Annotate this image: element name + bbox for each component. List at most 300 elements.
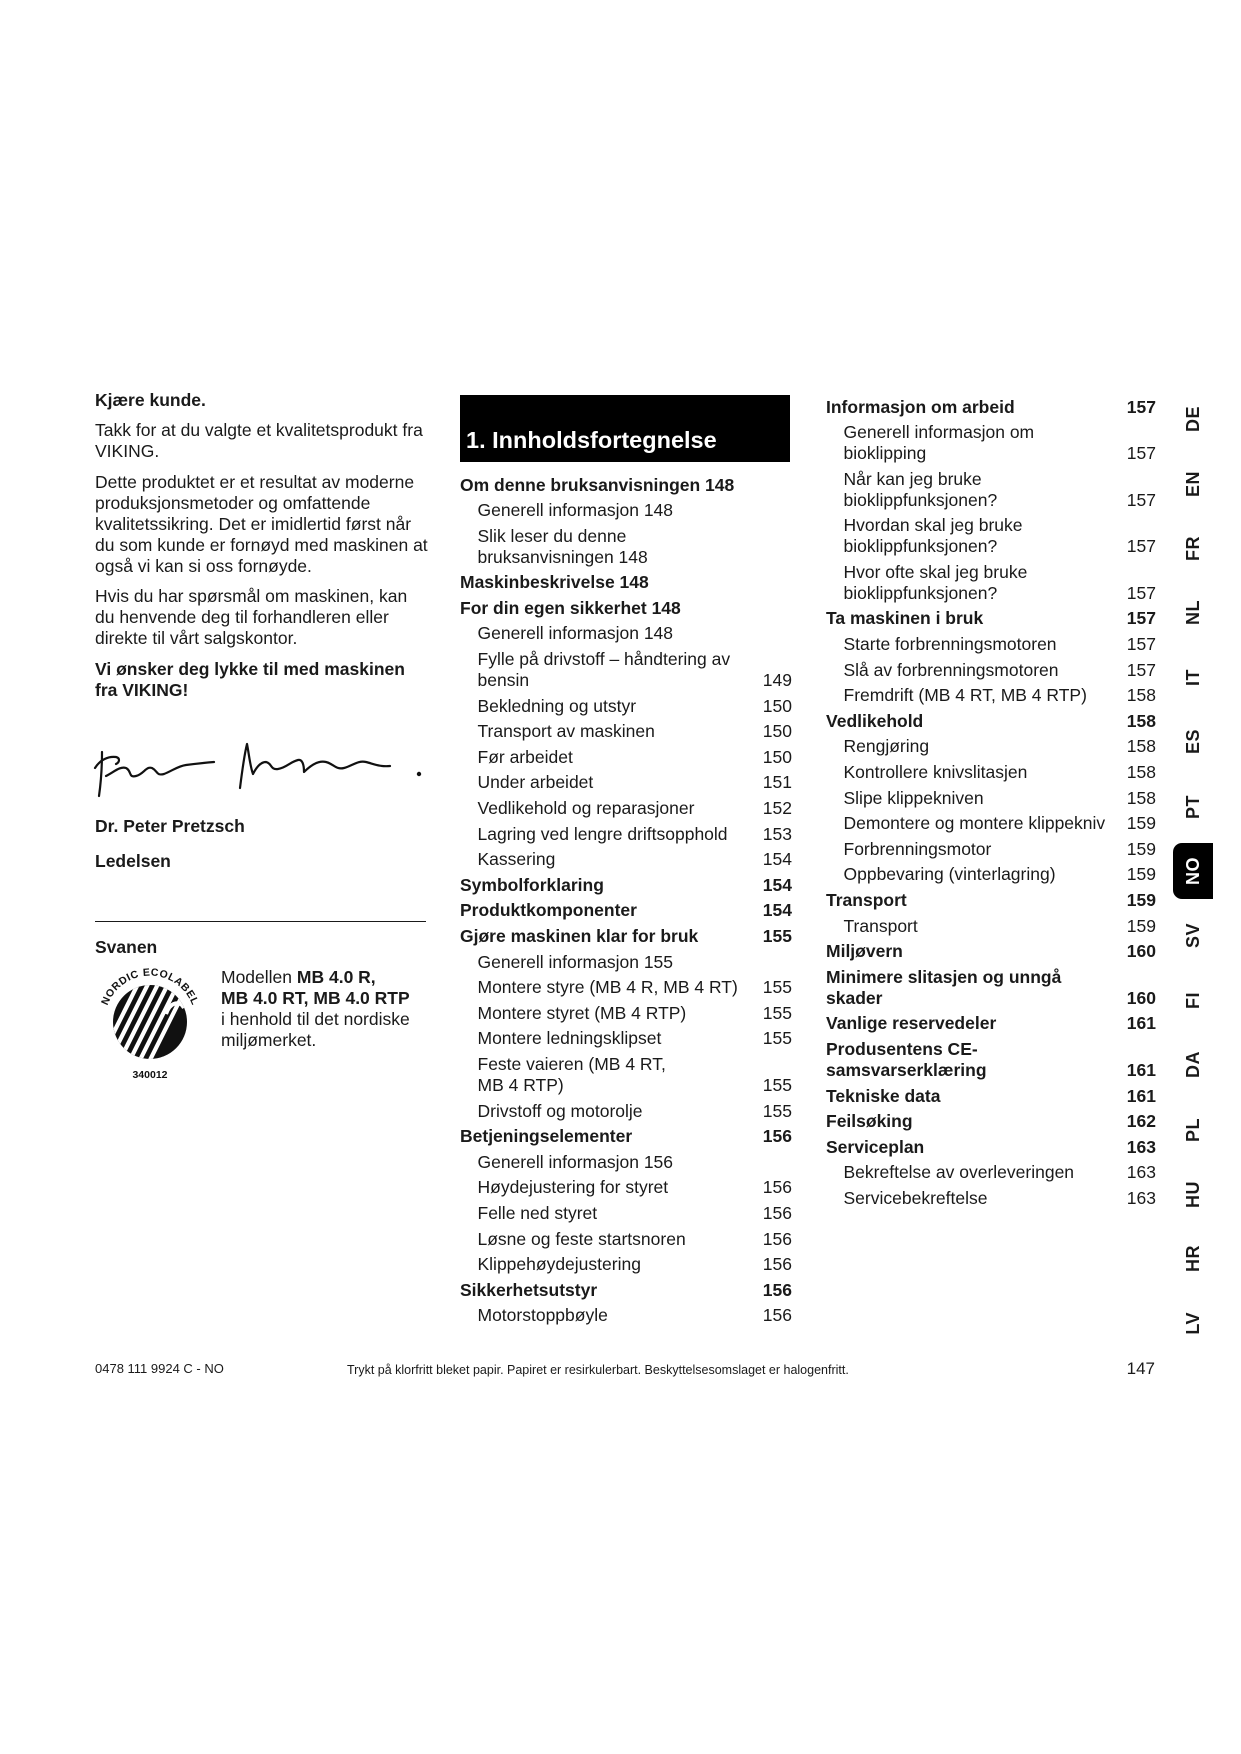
- toc-entry-title: [826, 1111, 1116, 1132]
- toc-entry-title: [460, 849, 752, 870]
- language-tab-sv: [1173, 903, 1213, 968]
- toc-page-number: 156: [762, 1228, 792, 1249]
- toc-entry-title: [460, 977, 752, 998]
- toc-page-number: 153: [762, 823, 792, 844]
- language-tab-marker: [1173, 391, 1213, 447]
- toc-page-number: 155: [762, 1002, 792, 1023]
- paragraph-line: Takk for at du valgte et kvalitetsprodukt fra: [95, 420, 423, 440]
- language-tab-hr: [1173, 1226, 1213, 1291]
- toc-page-number: 156: [762, 1254, 792, 1275]
- toc-page-number: 156: [762, 1177, 792, 1198]
- toc-entry-title: [826, 422, 1116, 464]
- active-language-marker: [1173, 843, 1213, 899]
- toc-entry-title: [460, 1126, 752, 1147]
- toc-entry-title-line: Feste vaieren (MB 4 RT,: [477, 1053, 666, 1074]
- toc-entry-title: [826, 941, 1116, 962]
- language-tab-lv: [1173, 1291, 1213, 1356]
- toc-entry-title: [460, 1177, 752, 1198]
- toc-section-entry: [826, 967, 1156, 1009]
- toc-entry-title-line: Betjeningselementer: [460, 1126, 633, 1147]
- language-tab-label: DE: [1183, 405, 1203, 432]
- toc-subentry: [460, 798, 792, 819]
- language-tab-marker: [1173, 972, 1213, 1028]
- toc-entry-title: [826, 1188, 1116, 1209]
- signer-name: Dr. Peter Pretzsch: [95, 815, 245, 836]
- toc-page-number: 151: [762, 772, 792, 793]
- toc-section-entry: [826, 1137, 1156, 1158]
- language-tab-marker: [1173, 649, 1213, 705]
- toc-entry-title: [460, 1203, 752, 1224]
- toc-entry-title-line: bioklippfunksjonen?: [843, 536, 998, 557]
- toc-subentry: [826, 864, 1156, 885]
- toc-entry-title-line: Feilsøking: [826, 1111, 913, 1132]
- paragraph-line: produksjonsmetoder og omfattende: [95, 492, 371, 513]
- page-number: 147: [1126, 1359, 1155, 1378]
- description-text: miljømerket.: [221, 1029, 317, 1050]
- toc-entry-title-line: Montere ledningsklipset: [477, 1028, 662, 1049]
- paragraph-line: du som kunde er fornøyd med maskinen at: [95, 534, 428, 555]
- language-tab-no: [1173, 839, 1213, 904]
- toc-entry-title-line: Gjøre maskinen klar for bruk: [460, 926, 699, 946]
- toc-section-entry: [460, 598, 792, 619]
- toc-page-number: 155: [762, 1028, 792, 1049]
- toc-page-number: 154: [762, 874, 792, 895]
- toc-page-number: 160: [1126, 941, 1156, 962]
- toc-entry-title-line: Starte forbrenningsmotoren: [843, 634, 1057, 655]
- language-tab-marker: [1173, 714, 1213, 770]
- toc-entry-title: [826, 839, 1116, 860]
- toc-entry-title-line: Før arbeidet: [477, 746, 573, 767]
- paragraph-line: kvalitetssikring. Det er imidlertid først når: [95, 513, 412, 534]
- toc-section-entry: [460, 1126, 792, 1147]
- toc-entry-title-line: Rengjøring: [843, 736, 930, 757]
- toc-entry-title-line: Lagring ved lengre driftsopphold: [477, 823, 728, 844]
- toc-entry-title-line: Montere styre (MB 4 R, MB 4 RT): [477, 977, 738, 998]
- letter-body: [95, 420, 430, 649]
- toc-entry-title-line: Vedlikehold: [826, 710, 924, 731]
- toc-entry-title-line: Fremdrift (MB 4 RT, MB 4 RTP): [843, 685, 1087, 706]
- toc-entry-title-line: Minimere slitasjen og unngå: [826, 966, 1062, 987]
- toc-page-number: 156: [762, 1305, 792, 1326]
- toc-entry-title-line: Slå av forbrenningsmotoren: [843, 659, 1059, 680]
- toc-page-number: 150: [762, 746, 792, 767]
- toc-page-number: 158: [1126, 762, 1156, 783]
- language-tab-label: ES: [1183, 729, 1203, 755]
- toc-entry-title: [460, 696, 752, 717]
- language-tab-marker: [1173, 520, 1213, 576]
- language-tab-marker: [1173, 585, 1213, 641]
- toc-page-number: 157: [1126, 608, 1156, 629]
- toc-subentry: [826, 562, 1156, 604]
- toc-entry-title-line: Kontrollere knivslitasjen: [843, 762, 1028, 783]
- toc-subentry: [460, 1028, 792, 1049]
- toc-page-number: 157: [1126, 634, 1156, 655]
- paragraph-line: også vi kan si oss fornøyde.: [95, 555, 312, 576]
- toc-page-number: 159: [1126, 813, 1156, 834]
- toc-entry-title-line: bioklippfunksjonen?: [843, 582, 998, 603]
- toc-subentry: [826, 685, 1156, 706]
- toc-entry-title-line: bruksanvisningen 148: [477, 546, 648, 567]
- toc-entry-title: [460, 1305, 752, 1326]
- paragraph-line: Dette produktet er et resultat av moderne: [95, 471, 415, 492]
- toc-entry-title-line: Ta maskinen i bruk: [826, 608, 984, 629]
- toc-entry-title-line: Bekledning og utstyr: [477, 695, 637, 716]
- toc-entry-title: [460, 1003, 752, 1024]
- toc-entry-title: [826, 788, 1116, 809]
- toc-entry-title-line: Slik leser du denne: [477, 525, 627, 546]
- language-tab-nl: [1173, 580, 1213, 645]
- toc-page-number: 159: [1126, 864, 1156, 885]
- toc-entry-title-line: Produsentens CE-: [826, 1038, 978, 1059]
- paragraph-line: direkte til vårt salgskontor.: [95, 628, 298, 648]
- toc-page-number: 150: [762, 695, 792, 716]
- language-tab-label: HR: [1183, 1245, 1203, 1273]
- toc-entry-title: [460, 875, 752, 896]
- language-tab-pt: [1173, 774, 1213, 839]
- toc-entry-title-line: Informasjon om arbeid: [826, 396, 1015, 417]
- ecolabel-description-line: [221, 967, 410, 988]
- toc-page-number: 157: [1126, 582, 1156, 603]
- toc-page-number: 157: [1126, 659, 1156, 680]
- toc-section-entry: [460, 572, 792, 593]
- letter-paragraph: [95, 472, 430, 577]
- toc-entry-title: [460, 1054, 752, 1096]
- paragraph-line: VIKING.: [95, 441, 160, 461]
- toc-entry-title: [460, 798, 752, 819]
- toc-entry-title-line: Montere styret (MB 4 RTP): [477, 1002, 687, 1023]
- toc-entry-title: [826, 813, 1116, 834]
- toc-entry-title: [460, 649, 752, 691]
- toc-entry-title: [460, 1229, 752, 1250]
- toc-entry-title-line: Miljøvern: [826, 941, 903, 962]
- print-note: Trykt på klorfritt bleket papir. Papiret er resirkulerbart. Beskyttelsesomslaget er halogenfritt.: [347, 1362, 849, 1377]
- toc-page-number: 163: [1126, 1162, 1156, 1183]
- toc-section-entry: [460, 475, 792, 496]
- toc-subentry: [826, 839, 1156, 860]
- toc-page-number: 158: [1126, 736, 1156, 757]
- toc-section-entry: [460, 1280, 792, 1301]
- toc-column-right: [826, 397, 1156, 1214]
- toc-column-middle: [460, 475, 792, 1331]
- language-tab-marker: [1173, 456, 1213, 512]
- toc-entry-title-line: Tekniske data: [826, 1085, 941, 1106]
- closing-line: Vi ønsker deg lykke til med maskinen: [95, 658, 405, 679]
- toc-entry-title: [460, 1152, 752, 1173]
- toc-section-entry: [826, 890, 1156, 911]
- signer-title: Ledelsen: [95, 850, 171, 871]
- letter-closing: [95, 659, 430, 701]
- language-tab-marker: [1173, 1166, 1213, 1222]
- language-tab-label: FI: [1183, 991, 1203, 1009]
- toc-entry-title-line: Produktkomponenter: [460, 900, 637, 921]
- language-tab-fr: [1173, 516, 1213, 581]
- toc-entry-title: [826, 685, 1116, 706]
- toc-page-number: 156: [762, 1202, 792, 1223]
- ecolabel-number: 340012: [132, 1069, 168, 1081]
- language-tab-label: LV: [1183, 1311, 1203, 1335]
- toc-subentry: [826, 813, 1156, 834]
- toc-subentry: [460, 1003, 792, 1024]
- toc-title-box: [460, 395, 790, 462]
- toc-page-number: 157: [1126, 489, 1156, 510]
- section-divider: [95, 921, 426, 922]
- toc-page-number: 149: [762, 670, 792, 691]
- toc-subentry: [460, 1177, 792, 1198]
- toc-entry-title-line: Slipe klippekniven: [843, 787, 984, 808]
- signature-image: [90, 738, 430, 802]
- ecolabel-heading: Svanen: [95, 936, 158, 957]
- toc-subentry: [826, 916, 1156, 937]
- toc-entry-title: [460, 1254, 752, 1275]
- toc-entry-title-line: Høydejustering for styret: [477, 1177, 669, 1198]
- toc-subentry: [826, 660, 1156, 681]
- toc-entry-title-line: Hvor ofte skal jeg bruke: [843, 561, 1028, 582]
- toc-entry-title-line: bioklipping: [843, 443, 927, 464]
- language-tab-marker: [1173, 1231, 1213, 1287]
- toc-entry-title-line: bioklippfunksjonen?: [843, 489, 998, 510]
- language-tab-label: NO: [1183, 857, 1203, 886]
- toc-subentry: [460, 772, 792, 793]
- toc-entry-title: [826, 1013, 1116, 1034]
- toc-subentry: [460, 721, 792, 742]
- toc-subentry: [460, 849, 792, 870]
- toc-entry-title-line: Vedlikehold og reparasjoner: [477, 798, 695, 819]
- toc-section-entry: [826, 397, 1156, 418]
- language-tab-label: FR: [1183, 535, 1203, 561]
- toc-page-number: 156: [762, 1126, 792, 1147]
- toc-subentry: [460, 1101, 792, 1122]
- toc-subentry: [460, 1054, 792, 1096]
- toc-page-number: 160: [1126, 987, 1156, 1008]
- toc-subentry: [826, 736, 1156, 757]
- language-tab-marker: [1173, 908, 1213, 964]
- language-tab-es: [1173, 710, 1213, 775]
- toc-subentry: [826, 1162, 1156, 1183]
- toc-entry-title-line: Servicebekreftelse: [843, 1187, 988, 1208]
- language-tab-marker: [1173, 1295, 1213, 1351]
- toc-section-entry: [826, 1013, 1156, 1034]
- language-tab-marker: [1173, 779, 1213, 835]
- toc-entry-title: [826, 562, 1116, 604]
- toc-entry-title: [826, 608, 1116, 629]
- toc-title: 1. Innholdsfortegnelse: [466, 427, 717, 453]
- toc-page-number: 152: [762, 798, 792, 819]
- language-tab-label: EN: [1183, 470, 1203, 497]
- toc-entry-title-line: MB 4 RTP): [477, 1074, 564, 1095]
- language-tab-marker: [1173, 1102, 1213, 1158]
- toc-entry-title: [460, 1028, 752, 1049]
- toc-entry-title-line: Serviceplan: [826, 1136, 925, 1157]
- toc-page-number: 163: [1126, 1136, 1156, 1157]
- toc-entry-title: [826, 397, 1116, 418]
- toc-page-number: 156: [762, 1279, 792, 1300]
- toc-subentry: [460, 696, 792, 717]
- toc-entry-title: [826, 762, 1116, 783]
- toc-entry-title-line: Oppbevaring (vinterlagring): [843, 864, 1056, 885]
- language-tab-marker: [1173, 1037, 1213, 1093]
- toc-entry-title-line: Når kan jeg bruke: [843, 468, 982, 489]
- toc-entry-title: [826, 864, 1116, 885]
- toc-page-number: 155: [762, 977, 792, 998]
- toc-subentry: [460, 649, 792, 691]
- paragraph-line: Hvis du har spørsmål om maskinen, kan: [95, 586, 408, 606]
- toc-page-number: 163: [1126, 1187, 1156, 1208]
- toc-page-number: 158: [1126, 787, 1156, 808]
- toc-section-entry: [460, 875, 792, 896]
- toc-entry-title-line: Hvordan skal jeg bruke: [843, 515, 1023, 536]
- toc-entry-title: [826, 916, 1116, 937]
- toc-entry-title-line: Generell informasjon 156: [477, 1151, 674, 1172]
- toc-page-number: 162: [1126, 1111, 1156, 1132]
- ecolabel-description-line: [221, 1009, 410, 1030]
- toc-entry-title-line: skader: [826, 987, 883, 1008]
- toc-entry-title: [826, 1039, 1116, 1081]
- toc-entry-title: [460, 500, 752, 521]
- toc-entry-title-line: Klippehøydejustering: [477, 1254, 641, 1275]
- ecolabel-ring-text: NORDIC ECOLABEL: [99, 966, 201, 1008]
- toc-entry-title-line: Transport: [826, 890, 907, 910]
- toc-entry-title: [460, 475, 752, 496]
- toc-entry-title-line: Sikkerhetsutstyr: [460, 1279, 598, 1300]
- toc-entry-title: [826, 634, 1116, 655]
- toc-page-number: 157: [1126, 536, 1156, 557]
- toc-entry-title-line: Generell informasjon om: [843, 422, 1035, 443]
- toc-subentry: [460, 526, 792, 568]
- toc-entry-title: [826, 1086, 1116, 1107]
- toc-entry-title: [826, 1137, 1116, 1158]
- toc-subentry: [460, 500, 792, 521]
- toc-subentry: [460, 1229, 792, 1250]
- toc-page-number: 159: [1126, 915, 1156, 936]
- toc-page-number: 157: [1126, 396, 1156, 417]
- toc-page-number: 155: [762, 1074, 792, 1095]
- toc-subentry: [826, 469, 1156, 511]
- toc-entry-title: [460, 952, 752, 973]
- toc-section-entry: [460, 926, 792, 947]
- language-tab-label: DA: [1183, 1051, 1203, 1079]
- toc-entry-title-line: Generell informasjon 148: [477, 623, 674, 644]
- toc-entry-title: [460, 572, 752, 593]
- toc-page-number: 159: [1126, 890, 1156, 910]
- toc-subentry: [460, 623, 792, 644]
- toc-subentry: [460, 1254, 792, 1275]
- language-tab-de: [1173, 387, 1213, 452]
- toc-section-entry: [826, 1086, 1156, 1107]
- toc-section-entry: [826, 1039, 1156, 1081]
- language-tab-label: NL: [1183, 600, 1203, 626]
- toc-entry-title-line: Vanlige reservedeler: [826, 1013, 997, 1034]
- toc-entry-title-line: Løsne og feste startsnoren: [477, 1228, 686, 1249]
- toc-entry-title-line: Generell informasjon 155: [477, 951, 674, 972]
- toc-page-number: 154: [762, 849, 792, 870]
- toc-entry-title-line: bensin: [477, 670, 530, 691]
- toc-entry-title: [826, 660, 1116, 681]
- toc-entry-title-line: samsvarserklæring: [826, 1059, 987, 1080]
- toc-page-number: 158: [1126, 710, 1156, 731]
- toc-entry-title-line: Drivstoff og motorolje: [477, 1100, 643, 1121]
- toc-entry-title: [826, 1162, 1116, 1183]
- toc-subentry: [826, 788, 1156, 809]
- toc-entry-title: [826, 515, 1116, 557]
- toc-page-number: 150: [762, 721, 792, 742]
- toc-subentry: [460, 1305, 792, 1326]
- toc-entry-title: [460, 747, 752, 768]
- language-tab-en: [1173, 451, 1213, 516]
- description-text: Modellen: [221, 966, 297, 987]
- closing-line: fra VIKING!: [95, 679, 189, 700]
- toc-entry-title-line: Demontere og montere klippekniv: [843, 813, 1106, 834]
- toc-entry-title-line: Transport: [843, 915, 918, 936]
- model-name: MB 4.0 R,: [296, 966, 376, 987]
- toc-entry-title-line: Motorstoppbøyle: [477, 1305, 608, 1326]
- toc-entry-title-line: Transport av maskinen: [477, 721, 655, 742]
- toc-entry-title: [826, 736, 1116, 757]
- ecolabel-description-line: [221, 1030, 410, 1051]
- toc-page-number: 158: [1126, 685, 1156, 706]
- toc-entry-title: [460, 598, 752, 619]
- toc-entry-title: [460, 721, 752, 742]
- toc-subentry: [460, 952, 792, 973]
- toc-entry-title-line: For din egen sikkerhet 148: [460, 597, 681, 618]
- language-tab-it: [1173, 645, 1213, 710]
- toc-subentry: [460, 1203, 792, 1224]
- toc-section-entry: [826, 941, 1156, 962]
- toc-subentry: [826, 422, 1156, 464]
- paragraph-line: du henvende deg til forhandleren eller: [95, 607, 389, 627]
- toc-entry-title: [826, 711, 1116, 732]
- toc-section-entry: [826, 711, 1156, 732]
- language-tab-label: HU: [1183, 1180, 1203, 1208]
- toc-page-number: 161: [1126, 1059, 1156, 1080]
- greeting: Kjære kunde.: [95, 389, 206, 410]
- toc-subentry: [460, 1152, 792, 1173]
- language-tab-label: SV: [1183, 923, 1203, 949]
- toc-page-number: 155: [762, 926, 792, 946]
- toc-page-number: 159: [1126, 838, 1156, 859]
- toc-entry-title-line: Bekreftelse av overleveringen: [843, 1162, 1075, 1183]
- toc-entry-title: [826, 890, 1116, 911]
- toc-entry-title-line: Om denne bruksanvisningen 148: [460, 474, 735, 495]
- toc-page-number: 157: [1126, 443, 1156, 464]
- toc-subentry: [826, 762, 1156, 783]
- toc-section-entry: [826, 1111, 1156, 1132]
- toc-entry-title: [460, 926, 752, 947]
- toc-entry-title: [826, 967, 1116, 1009]
- toc-subentry: [460, 824, 792, 845]
- toc-entry-title-line: Generell informasjon 148: [477, 500, 674, 521]
- toc-entry-title-line: Kassering: [477, 849, 556, 870]
- toc-subentry: [460, 747, 792, 768]
- toc-page-number: 154: [762, 900, 792, 921]
- toc-entry-title-line: Forbrenningsmotor: [843, 838, 992, 859]
- letter-section: [95, 390, 430, 711]
- toc-page-number: 155: [762, 1100, 792, 1121]
- toc-entry-title-line: Felle ned styret: [477, 1202, 598, 1223]
- toc-entry-title: [460, 1280, 752, 1301]
- toc-section-entry: [826, 608, 1156, 629]
- toc-entry-title: [460, 623, 752, 644]
- toc-page-number: 161: [1126, 1085, 1156, 1106]
- ecolabel-description: [221, 967, 410, 1051]
- toc-entry-title-line: Maskinbeskrivelse 148: [460, 572, 649, 593]
- toc-entry-title-line: Fylle på drivstoff – håndtering av: [477, 649, 731, 670]
- toc-entry-title: [460, 772, 752, 793]
- toc-subentry: [826, 515, 1156, 557]
- language-tab-label: IT: [1183, 668, 1203, 686]
- letter-paragraph: [95, 420, 430, 462]
- model-name: MB 4.0 RT, MB 4.0 RTP: [221, 987, 410, 1008]
- description-text: i henhold til det nordiske: [221, 1008, 410, 1029]
